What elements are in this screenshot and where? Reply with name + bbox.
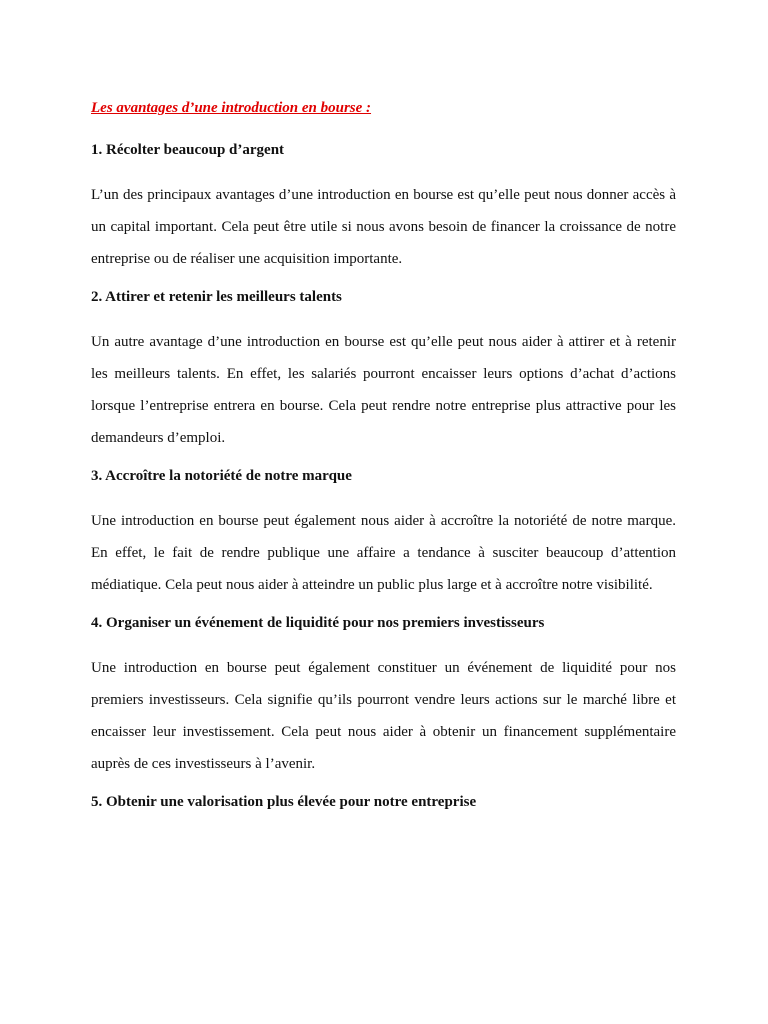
section-heading: 3. Accroître la notoriété de notre marque: [91, 468, 352, 484]
section-paragraph: Une introduction en bourse peut également nous aider à accroître la notoriété de notre marque. En effet, le fait de rendre publique une affaire a tendance à susciter beaucoup d’attention médiatique. Cela peut nous aider à atteindre un public plus large et à accroître notre visibilité.: [91, 513, 676, 593]
section-2: [91, 285, 676, 454]
section-heading: 5. Obtenir une valorisation plus élevée pour notre entreprise: [91, 794, 477, 810]
section-paragraph: Une introduction en bourse peut également constituer un événement de liquidité pour nos premiers investisseurs. Cela signifie qu’ils pourront vendre leurs actions sur le marché libre et encaisser leur investissement. Cela peut nous aider à obtenir un financement supplémentaire auprès de ces investisseurs à l’avenir.: [91, 660, 676, 772]
section-1: [91, 138, 676, 275]
section-3: [91, 464, 676, 601]
section-paragraph: Un autre avantage d’une introduction en bourse est qu’elle peut nous aider à attirer et à retenir les meilleurs talents. En effet, les salariés pourront encaisser leurs options d’achat d’actions lorsque l’entreprise entrera en bourse. Cela peut rendre notre entreprise plus attractive pour les demandeurs d’emploi.: [91, 334, 676, 446]
section-4: [91, 611, 676, 780]
section-heading: 4. Organiser un événement de liquidité pour nos premiers investisseurs: [91, 615, 545, 631]
document-title: Les avantages d’une introduction en bourse :: [91, 100, 372, 116]
section-5: [91, 790, 676, 814]
section-heading: 2. Attirer et retenir les meilleurs talents: [91, 289, 342, 305]
document-content: [91, 96, 676, 831]
section-heading: 1. Récolter beaucoup d’argent: [91, 142, 285, 158]
section-paragraph: L’un des principaux avantages d’une introduction en bourse est qu’elle peut nous donner accès à un capital important. Cela peut être utile si nous avons besoin de financer la croissance de notre entreprise ou de réaliser une acquisition importante.: [91, 187, 676, 267]
